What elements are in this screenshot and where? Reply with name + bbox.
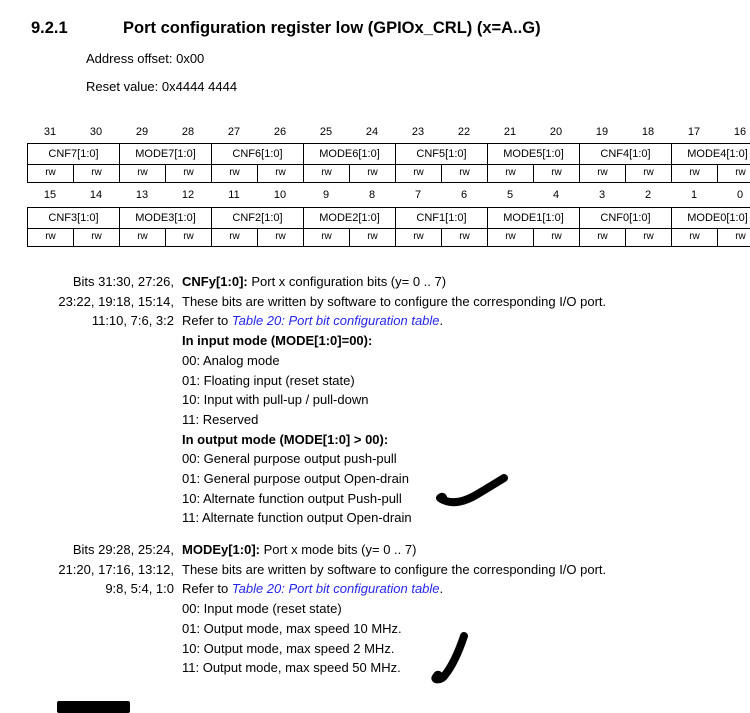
bits-range-label-cnf [30, 272, 174, 331]
rw-cell: rw [257, 164, 303, 183]
mode-option-line: 10: Output mode, max speed 2 MHz. [182, 640, 395, 656]
rw-cell: rw [395, 228, 441, 247]
bit-number: 22 [457, 126, 471, 138]
bit-number: 17 [687, 126, 701, 138]
section-number: 9.2.1 [31, 19, 68, 37]
software-note-line: These bits are written by software to configure the corresponding I/O port. [182, 293, 607, 309]
refer-suffix: . [439, 581, 444, 597]
page-title: Port configuration register low (GPIOx_CRL) (x=A..G) [123, 19, 541, 37]
bits-label-line: 9:8, 5:4, 1:0 [105, 581, 174, 597]
bit-number: 24 [365, 126, 379, 138]
field-cell: CNF0[1:0] [579, 207, 671, 229]
field-cell: CNF5[1:0] [395, 143, 487, 165]
bit-number: 9 [322, 189, 330, 201]
bits-label-line: Bits 29:28, 25:24, [72, 542, 174, 557]
bit-number: 30 [89, 126, 103, 138]
rw-cell: rw [257, 228, 303, 247]
mode-option-line: 00: Input mode (reset state) [182, 601, 342, 617]
field-name: MODEy[1:0]: [182, 542, 261, 557]
refer-prefix: Refer to [182, 581, 232, 597]
mode-option-line: 01: Output mode, max speed 10 MHz. [182, 620, 402, 636]
rw-cell: rw [211, 164, 257, 183]
mode-option-line: 11: Alternate function output Open-drain [182, 510, 412, 526]
field-definition-line [182, 272, 606, 292]
field-cell: CNF7[1:0] [27, 143, 119, 165]
rw-cell: rw [27, 228, 73, 247]
field-cell: MODE1[1:0] [487, 207, 579, 229]
rw-cell: rw [717, 164, 750, 183]
field-name: CNFy[1:0]: [182, 274, 248, 289]
mode-option-line: 01: General purpose output Open-drain [182, 471, 409, 487]
field-cell: CNF4[1:0] [579, 143, 671, 165]
bit-number: 20 [549, 126, 563, 138]
rw-cell: rw [27, 164, 73, 183]
rw-cell: rw [579, 164, 625, 183]
bit-number: 8 [368, 189, 376, 201]
bit-number: 5 [506, 189, 514, 201]
refer-line [182, 311, 606, 331]
refer-suffix: . [439, 313, 444, 329]
rw-cell: rw [73, 164, 119, 183]
bit-number: 4 [552, 189, 560, 201]
rw-cell: rw [119, 228, 165, 247]
bit-number: 15 [43, 189, 57, 201]
field-name-rest: Port x mode bits (y= 0 .. 7) [260, 542, 417, 557]
bit-number: 2 [644, 189, 652, 201]
mode-option-line: 01: Floating input (reset state) [182, 372, 355, 388]
bit-number: 13 [135, 189, 149, 201]
rw-cell: rw [625, 164, 671, 183]
cnf-description [182, 272, 606, 528]
bit-number: 7 [414, 189, 422, 201]
field-row-upper [27, 143, 750, 164]
refer-line [182, 579, 606, 599]
mode-option-line: 00: Analog mode [182, 352, 280, 368]
field-definition-line [182, 540, 606, 560]
field-row-lower [27, 207, 750, 228]
field-cell: MODE4[1:0] [671, 143, 750, 165]
bit-number: 18 [641, 126, 655, 138]
table20-link[interactable]: Table 20: Port bit configuration table [231, 581, 440, 597]
field-name-rest: Port x configuration bits (y= 0 .. 7) [247, 274, 447, 289]
field-cell: MODE3[1:0] [119, 207, 211, 229]
bit-number: 26 [273, 126, 287, 138]
address-offset-text: Address offset: 0x00 [86, 51, 205, 66]
rw-cell: rw [211, 228, 257, 247]
bit-number: 23 [411, 126, 425, 138]
bit-number: 19 [595, 126, 609, 138]
bit-number: 1 [690, 189, 698, 201]
bit-numbers-row-lower [27, 189, 750, 205]
bit-number: 3 [598, 189, 606, 201]
bit-number: 12 [181, 189, 195, 201]
field-cell: CNF3[1:0] [27, 207, 119, 229]
reset-value-text: Reset value: 0x4444 4444 [86, 79, 238, 94]
rw-cell: rw [487, 164, 533, 183]
rw-row-upper [27, 164, 750, 183]
rw-cell: rw [671, 228, 717, 247]
redaction-bar [57, 701, 130, 713]
mode-option-line: 11: Output mode, max speed 50 MHz. [182, 660, 401, 676]
mode-option-line: 00: General purpose output push-pull [182, 451, 397, 467]
output-mode-header: In output mode (MODE[1:0] > 00): [182, 431, 389, 447]
input-mode-header: In input mode (MODE[1:0]=00): [182, 333, 373, 349]
rw-cell: rw [303, 228, 349, 247]
field-cell: MODE2[1:0] [303, 207, 395, 229]
table20-link[interactable]: Table 20: Port bit configuration table [231, 313, 440, 329]
rw-cell: rw [671, 164, 717, 183]
pen-check-annotation [428, 632, 474, 684]
refer-prefix: Refer to [182, 313, 232, 329]
rw-cell: rw [303, 164, 349, 183]
bit-number: 28 [181, 126, 195, 138]
rw-cell: rw [349, 228, 395, 247]
software-note-line: These bits are written by software to configure the corresponding I/O port. [182, 561, 607, 577]
mode-option-line: 10: Alternate function output Push-pull [182, 490, 402, 506]
rw-cell: rw [73, 228, 119, 247]
bit-number: 31 [43, 126, 57, 138]
field-cell: MODE6[1:0] [303, 143, 395, 165]
bit-numbers-row-upper [27, 126, 750, 142]
bits-label-line: 23:22, 19:18, 15:14, [58, 293, 174, 309]
rw-cell: rw [395, 164, 441, 183]
field-cell: CNF2[1:0] [211, 207, 303, 229]
rw-cell: rw [165, 228, 211, 247]
field-cell: CNF6[1:0] [211, 143, 303, 165]
bits-range-label-mode [30, 540, 174, 599]
rw-cell: rw [487, 228, 533, 247]
bit-number: 16 [733, 126, 747, 138]
mode-option-line: 10: Input with pull-up / pull-down [182, 392, 369, 408]
rw-cell: rw [717, 228, 750, 247]
rw-cell: rw [441, 164, 487, 183]
bits-label-line: 11:10, 7:6, 3:2 [91, 313, 174, 329]
rw-cell: rw [625, 228, 671, 247]
rw-cell: rw [165, 164, 211, 183]
bit-number: 25 [319, 126, 333, 138]
field-cell: MODE7[1:0] [119, 143, 211, 165]
bit-number: 14 [89, 189, 103, 201]
bit-number: 11 [228, 189, 240, 201]
pen-check-annotation [434, 474, 510, 512]
bits-label-line: Bits 31:30, 27:26, [72, 274, 174, 289]
field-cell: CNF1[1:0] [395, 207, 487, 229]
mode-description [182, 540, 606, 678]
rw-cell: rw [119, 164, 165, 183]
field-cell: MODE5[1:0] [487, 143, 579, 165]
bit-number: 0 [736, 189, 744, 201]
bits-label-line: 21:20, 17:16, 13:12, [58, 561, 174, 577]
rw-cell: rw [349, 164, 395, 183]
rw-cell: rw [579, 228, 625, 247]
field-cell: MODE0[1:0] [671, 207, 750, 229]
bit-number: 6 [460, 189, 468, 201]
rw-cell: rw [533, 228, 579, 247]
bit-number: 29 [135, 126, 149, 138]
rw-cell: rw [441, 228, 487, 247]
bit-number: 27 [227, 126, 241, 138]
mode-option-line: 11: Reserved [182, 411, 259, 427]
bit-number: 21 [503, 126, 517, 138]
bit-number: 10 [273, 189, 287, 201]
rw-row-lower [27, 228, 750, 247]
rw-cell: rw [533, 164, 579, 183]
